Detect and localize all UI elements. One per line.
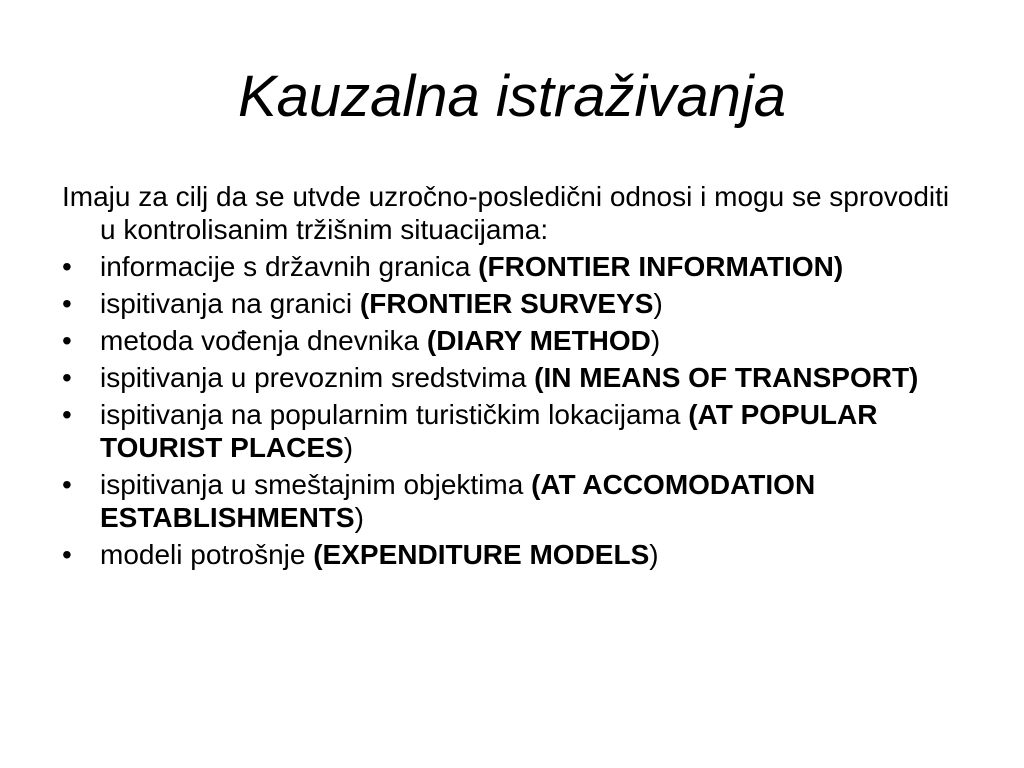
bullet-icon: • — [62, 362, 72, 393]
list-item — [62, 361, 962, 394]
slide-body — [62, 180, 962, 575]
item-tail: ) — [653, 288, 663, 319]
item-english-term: (FRONTIER INFORMATION) — [478, 251, 844, 282]
bullet-icon: • — [62, 288, 72, 319]
item-text: metoda vođenja dnevnika — [100, 325, 427, 356]
item-text: ispitivanja u smeštajnim objektima — [100, 469, 532, 500]
list-item — [62, 324, 962, 357]
item-tail: ) — [650, 325, 661, 356]
intro-paragraph: Imaju za cilj da se utvde uzročno-posledični odnosi i mogu se sprovoditi u kontrolisanim tržišnim situacijama: — [62, 181, 950, 245]
item-tail: ) — [354, 502, 364, 533]
item-text: ispitivanja na popularnim turističkim lokacijama — [100, 399, 689, 430]
slide-title: Kauzalna istraživanja — [237, 64, 787, 129]
item-english-term: (AT ACCOMODATION ESTABLISHMENTS — [100, 469, 816, 533]
list-item — [62, 468, 962, 534]
bullet-icon: • — [62, 325, 72, 356]
bullet-list — [62, 250, 962, 571]
item-english-term: (IN MEANS OF TRANSPORT) — [534, 362, 919, 393]
list-item — [62, 250, 962, 283]
item-tail: ) — [649, 539, 659, 570]
item-english-term: (AT POPULAR TOURIST PLACES — [100, 399, 878, 463]
bullet-icon: • — [62, 539, 72, 570]
list-item — [62, 398, 962, 464]
bullet-icon: • — [62, 251, 72, 282]
list-item — [62, 287, 962, 320]
bullet-icon: • — [62, 399, 72, 430]
item-text: ispitivanja u prevoznim sredstvima — [100, 362, 535, 393]
item-english-term: (DIARY METHOD — [426, 325, 651, 356]
item-tail: ) — [343, 432, 354, 463]
item-text: modeli potrošnje — [100, 539, 314, 570]
item-english-term: (EXPENDITURE MODELS — [313, 539, 650, 570]
bullet-icon: • — [62, 469, 72, 500]
list-item — [62, 538, 962, 571]
item-english-term: (FRONTIER SURVEYS — [359, 288, 654, 319]
item-text: informacije s državnih granica — [100, 251, 479, 282]
item-text: ispitivanja na granici — [100, 288, 360, 319]
